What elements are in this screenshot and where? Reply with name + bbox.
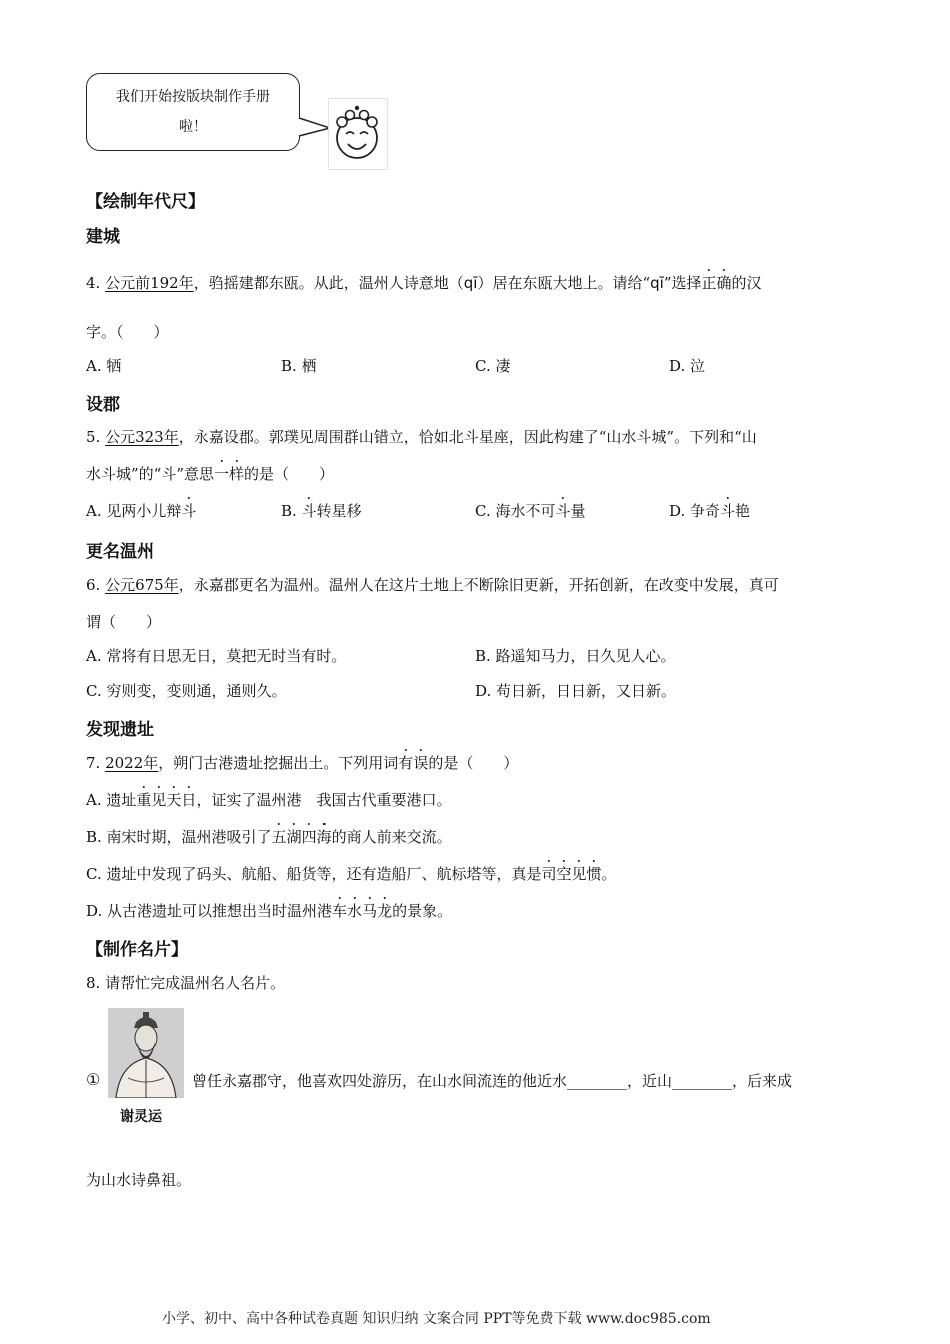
q7-b-dotted: [272, 828, 332, 846]
q7-option-a: A. 遗址重见天日，证实了温州港 我国古代重要港口。: [86, 791, 452, 809]
cartoon-face-icon: [328, 98, 388, 170]
emphasis-char: 日: [181, 791, 197, 809]
emphasis-char: 司: [541, 865, 557, 883]
q7-d-dotted: [332, 902, 392, 920]
emphasis-char: 见: [151, 791, 167, 809]
emphasis-char: 样: [229, 465, 245, 483]
emphasis-char: 湖: [286, 828, 302, 846]
q8-intro: 8. 请帮忙完成温州名人名片。: [86, 974, 286, 992]
q5-text-c: 的是（ ）: [244, 465, 335, 483]
bubble-tail: [298, 112, 332, 140]
emphasis-char: 五: [271, 828, 287, 846]
question-5: [86, 426, 757, 447]
question-4: [86, 272, 762, 293]
q6-date: 公元675年: [105, 576, 179, 594]
q6-number: 6.: [86, 576, 106, 594]
section-heading-timeline: 【绘制年代尺】: [86, 192, 205, 212]
q6-option-c: C. 穷则变，变则通，通则久。: [86, 682, 287, 700]
q7-option-c: C. 遗址中发现了码头、航船、船货等，还有造船厂、航标塔等，真是司空见惯。: [86, 865, 617, 883]
portrait-image: [108, 1008, 184, 1098]
q4-line-2: 字。（ ）: [86, 323, 169, 341]
emphasis-char: 有: [398, 754, 414, 772]
emphasis-char: 海: [316, 828, 332, 846]
section-heading-card: 【制作名片】: [86, 940, 188, 960]
q4-number: 4.: [86, 274, 106, 292]
emphasis-char: 确: [716, 274, 732, 292]
q5-option-a: A. 见两小儿辩斗: [86, 502, 197, 520]
emphasis-char: 正: [701, 274, 717, 292]
q4-option-b: B. 栖: [281, 357, 317, 375]
q4-pinyin: qī: [463, 274, 478, 292]
q6-text-a: ，永嘉郡更名为温州。温州人在这片土地上不断除旧更新，开拓创新，在改变中发展，真可: [178, 576, 779, 594]
q5-text-b: 水斗城”的“斗”意思: [86, 465, 215, 483]
q7-dotted-word: [398, 754, 428, 772]
q4-date: 公元前192年: [105, 274, 194, 292]
q8-line-2: 为山水诗鼻祖。: [86, 1171, 192, 1189]
q7-text-b: 的是（ ）: [428, 754, 519, 772]
question-7: [86, 752, 518, 773]
q4-dotted-word: [702, 274, 732, 292]
emphasis-char: 见: [571, 865, 587, 883]
q7-text-a: ，朔门古港遗址挖掘出土。下列用词: [158, 754, 399, 772]
q7-date: 2022年: [105, 754, 159, 772]
page-footer: 小学、初中、高中各种试卷真题 知识归纳 文案合同 PPT等免费下载 www.doc985.com: [162, 1311, 711, 1327]
emphasis-char: 四: [301, 828, 317, 846]
q6-option-a: A. 常将有日思无日，莫把无时当有时。: [86, 647, 347, 665]
q4-text-d: 的汉: [731, 274, 762, 292]
q4-text-b: ）居在东瓯大地上。请给“: [477, 274, 651, 292]
q6-option-d: D. 苟日新，日日新，又日新。: [475, 682, 677, 700]
q7-number: 7.: [86, 754, 106, 772]
q7-option-b: B. 南宋时期，温州港吸引了五湖四海的商人前来交流。: [86, 828, 452, 846]
speech-bubble: [86, 73, 300, 151]
q8-text: 曾任永嘉郡守，他喜欢四处游历，在山水间流连的他近水________，近山________，后来成: [192, 1072, 793, 1090]
q5-option-b: B. 斗转星移: [281, 502, 362, 520]
subsection-heading-rename: 更名温州: [86, 542, 154, 562]
emphasis-char: 重: [136, 791, 152, 809]
question-6: [86, 574, 779, 595]
bubble-line-1: 我们开始按版块制作手册: [116, 89, 270, 105]
q5-dotted-word: [214, 465, 244, 483]
bubble-line-2: 啦！: [179, 119, 207, 135]
q5-number: 5.: [86, 428, 106, 446]
q5-option-c: C. 海水不可斗量: [475, 502, 586, 520]
q4-option-c: C. 凄: [475, 357, 511, 375]
q7-c-dotted: [541, 865, 601, 883]
emphasis-char: 龙: [377, 902, 393, 920]
q4-text-a: ，驺摇建都东瓯。从此，温州人诗意地（: [193, 274, 464, 292]
q5-line-2: [86, 463, 334, 484]
q7-option-d: D. 从古港遗址可以推想出当时温州港车水马龙的景象。: [86, 902, 453, 920]
emphasis-char: 水: [347, 902, 363, 920]
q6-line-2: 谓（ ）: [86, 613, 162, 631]
subsection-heading-site: 发现遗址: [86, 720, 154, 740]
q5-text-a: ，永嘉设郡。郭璞见周围群山错立，恰如北斗星座，因此构建了“山水斗城”。下列和“山: [178, 428, 757, 446]
subsection-heading-city: 建城: [86, 227, 120, 247]
q6-option-b: B. 路遥知马力，日久见人心。: [475, 647, 676, 665]
emphasis-char: 空: [556, 865, 572, 883]
portrait-figure-icon: [108, 1008, 184, 1098]
q4-pinyin-2: qī: [650, 274, 664, 292]
emphasis-char: 车: [332, 902, 348, 920]
q4-option-a: A. 牺: [86, 357, 122, 375]
subsection-heading-county: 设郡: [86, 395, 120, 415]
q4-option-d: D. 泣: [669, 357, 706, 375]
q7-a-dotted: [136, 791, 196, 809]
emphasis-char: 马: [362, 902, 378, 920]
emphasis-char: 一: [214, 465, 230, 483]
portrait-caption: 谢灵运: [120, 1109, 162, 1125]
emphasis-char: 惯: [586, 865, 602, 883]
q4-text-c: ”选择: [663, 274, 702, 292]
q5-option-d: D. 争奇斗艳: [669, 502, 751, 520]
q5-date: 公元323年: [105, 428, 179, 446]
emphasis-char: 天: [166, 791, 182, 809]
emphasis-char: 误: [413, 754, 429, 772]
q8-circle-number: ①: [86, 1070, 101, 1089]
